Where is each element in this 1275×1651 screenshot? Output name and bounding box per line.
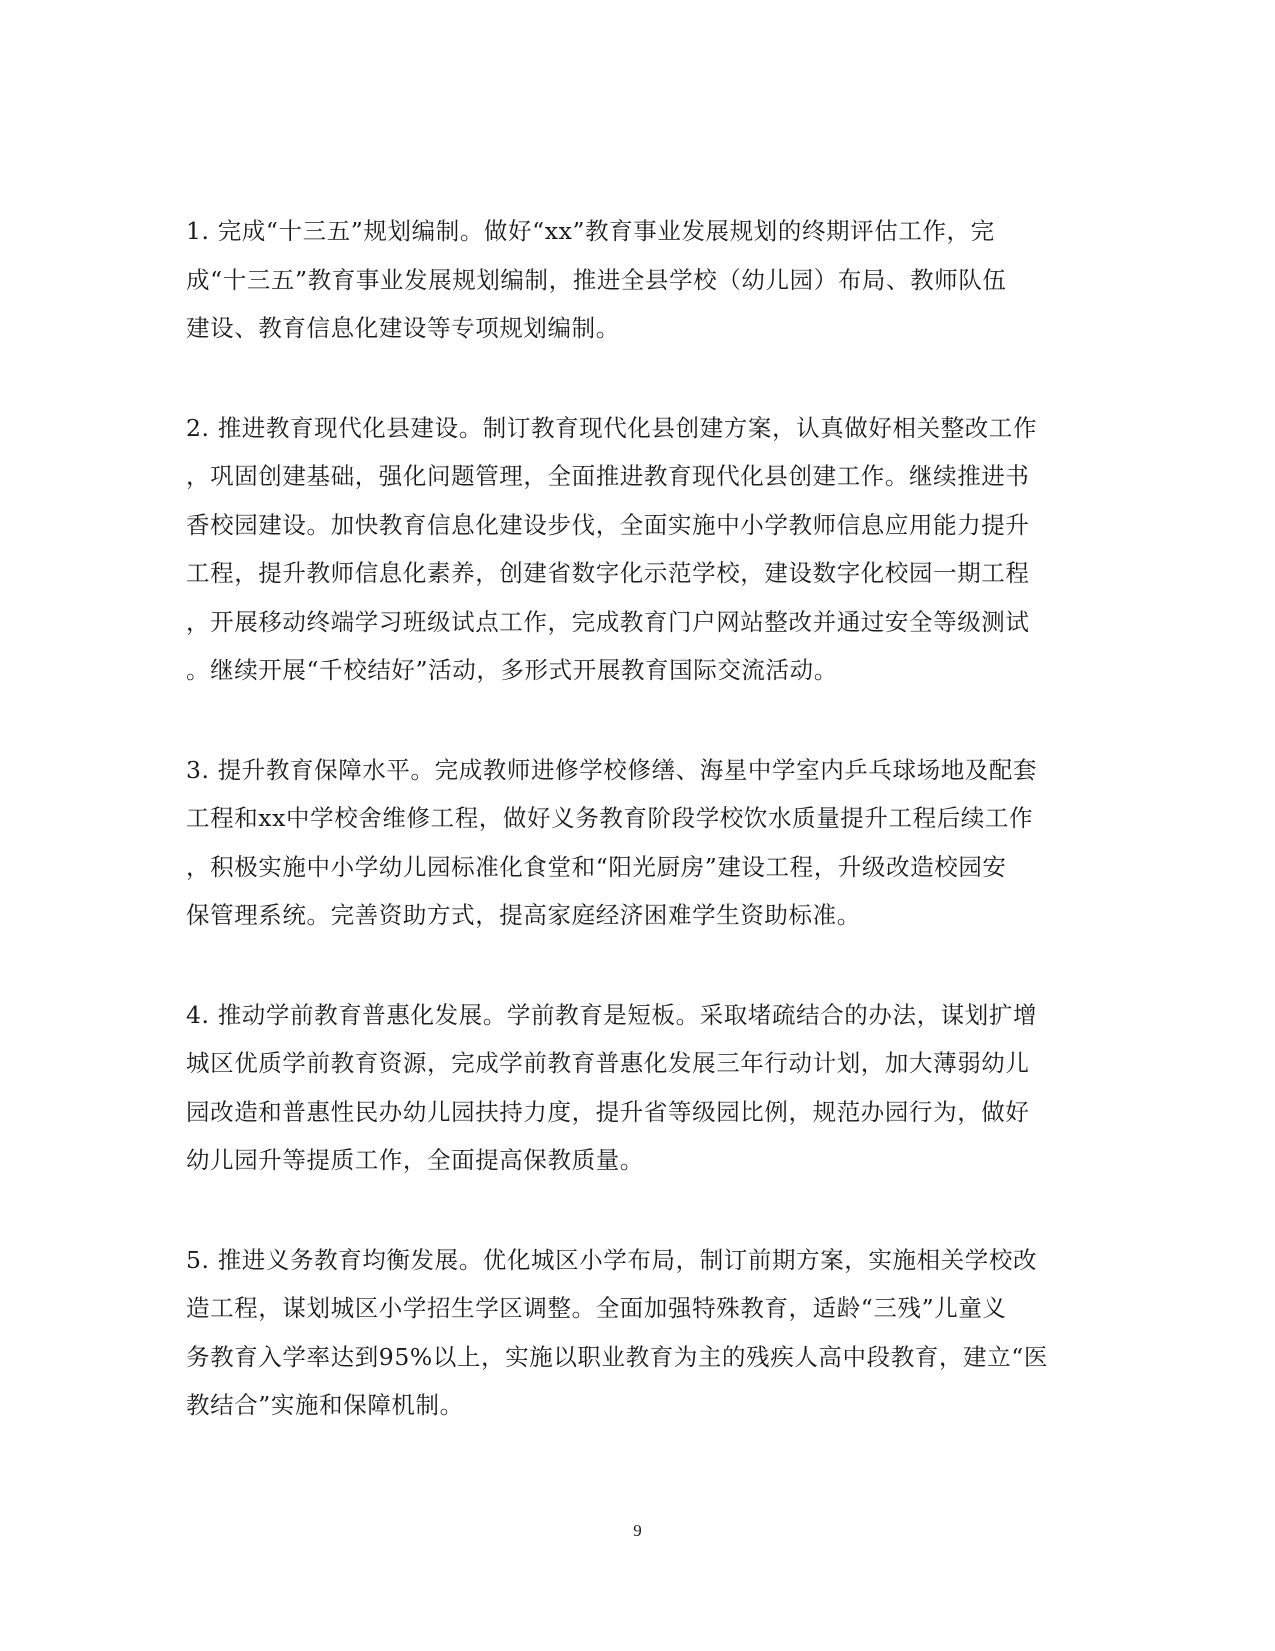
paragraph-line: 4. 推动学前教育普惠化发展。学前教育是短板。采取堵疏结合的办法，谋划扩增	[186, 1000, 1038, 1029]
paragraph-line: 。继续开展“千校结好”活动，多形式开展教育国际交流活动。	[186, 656, 838, 684]
paragraph-line: 教结合”实施和保障机制。	[186, 1391, 464, 1419]
paragraph-line: 3. 提升教育保障水平。完成教师进修学校修缮、海星中学室内乒乓球场地及配套	[186, 755, 1038, 784]
paragraph-line: 工程，提升教师信息化素养，创建省数字化示范学校，建设数字化校园一期工程	[186, 559, 1030, 587]
paragraph-3	[186, 746, 1086, 940]
paragraph-line: 工程和xx中学校舍维修工程，做好义务教育阶段学校饮水质量提升工程后续工作	[186, 804, 1034, 832]
paragraph-line: 香校园建设。加快教育信息化建设步伐，全面实施中小学教师信息应用能力提升	[186, 510, 1030, 539]
paragraph-1	[186, 207, 1086, 353]
paragraph-line: 幼儿园升等提质工作，全面提高保教质量。	[186, 1146, 644, 1174]
paragraph-2	[186, 404, 1086, 695]
paragraph-line: 务教育入学率达到95%以上，实施以职业教育为主的残疾人高中段教育，建立“医	[186, 1342, 1048, 1371]
paragraph-4	[186, 991, 1086, 1185]
paragraph-line: 5. 推进义务教育均衡发展。优化城区小学布局，制订前期方案，实施相关学校改	[186, 1245, 1038, 1274]
page-number: 9	[633, 1521, 642, 1540]
paragraph-line: 园改造和普惠性民办幼儿园扶持力度，提升省等级园比例，规范办园行为，做好	[186, 1097, 1030, 1126]
paragraph-line: 保管理系统。完善资助方式，提高家庭经济困难学生资助标准。	[186, 901, 861, 929]
document-body	[186, 207, 1086, 1481]
paragraph-line: 1. 完成“十三五”规划编制。做好“xx”教育事业发展规划的终期评估工作，完	[186, 217, 995, 245]
paragraph-line: 成“十三五”教育事业发展规划编制，推进全县学校（幼儿园）布局、教师队伍	[186, 265, 1007, 294]
paragraph-5	[186, 1236, 1086, 1430]
paragraph-line: 城区优质学前教育资源，完成学前教育普惠化发展三年行动计划，加大薄弱幼儿	[186, 1049, 1030, 1077]
paragraph-line: ，巩固创建基础，强化问题管理，全面推进教育现代化县创建工作。继续推进书	[186, 462, 1030, 490]
paragraph-line: ，开展移动终端学习班级试点工作，完成教育门户网站整改并通过安全等级测试	[186, 607, 1030, 636]
paragraph-line: 2. 推进教育现代化县建设。制订教育现代化县创建方案，认真做好相关整改工作	[186, 413, 1038, 442]
paragraph-line: 建设、教育信息化建设等专项规划编制。	[186, 314, 620, 342]
paragraph-line: 造工程，谋划城区小学招生学区调整。全面加强特殊教育，适龄“三残”儿童义	[186, 1294, 1007, 1322]
paragraph-line: ，积极实施中小学幼儿园标准化食堂和“阳光厨房”建设工程，升级改造校园安	[186, 852, 1007, 881]
